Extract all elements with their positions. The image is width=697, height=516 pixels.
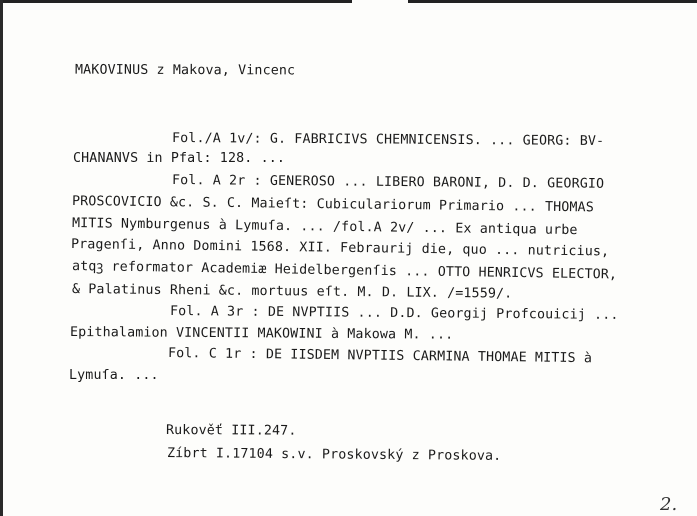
text-line: Epithalamion VINCENTII MAKOWINI à Makowa M. ... [69, 325, 454, 343]
text-line: Fol. A 2r : GENEROSO ... LIBERO BARONI, D. D. GEORGIO [171, 173, 605, 192]
text-line: MITIS Nymburgenus à Lymuſa. ... /fol.A 2v/ ... Ex antiqua urbe [71, 216, 578, 239]
text-line: Fol. C 1r : DE IISDEM NVPTIIS CARMINA THOMAE MITIS à [167, 346, 593, 367]
card-left-edge [0, 0, 3, 516]
text-line: & Palatinus Rheni &c. mortuus eſt. M. D. LIX. /=1559/. [71, 282, 513, 302]
page-number: 2. [660, 494, 678, 515]
reference-line: Zíbrt I.17104 s.v. Proskovský z Proskova. [166, 446, 502, 464]
text-line: Lymuſa. ... [69, 368, 159, 383]
card-top-edge-gap [352, 0, 408, 3]
text-line: Pragenſi, Anno Domini 1568. XII. Febraurij die, quo ... nutricius, [70, 237, 610, 260]
card-heading: MAKOVINUS z Makova, Vincenc [74, 62, 296, 79]
reference-line: Rukověť III.247. [165, 423, 297, 439]
text-line: Fol./A 1v/: G. FABRICIVS CHEMNICENSIS. ... GEORG: BV- [171, 131, 605, 150]
card-top-edge [0, 0, 697, 3]
text-line: Fol. A 3r : DE NVPTIIS ... D.D. Georgij Profcouicij ... [169, 304, 619, 323]
text-line: CHANANVS in Pfal: 128. ... [73, 151, 286, 166]
text-line: atqꝫ reformator Academiæ Heidelbergenſis ... OTTO HENRICVS ELECTOR, [71, 259, 618, 283]
text-line: PROSCOVICIO &c. S. C. Maieſt: Cubiculariorum Primario ... THOMAS [71, 194, 595, 216]
